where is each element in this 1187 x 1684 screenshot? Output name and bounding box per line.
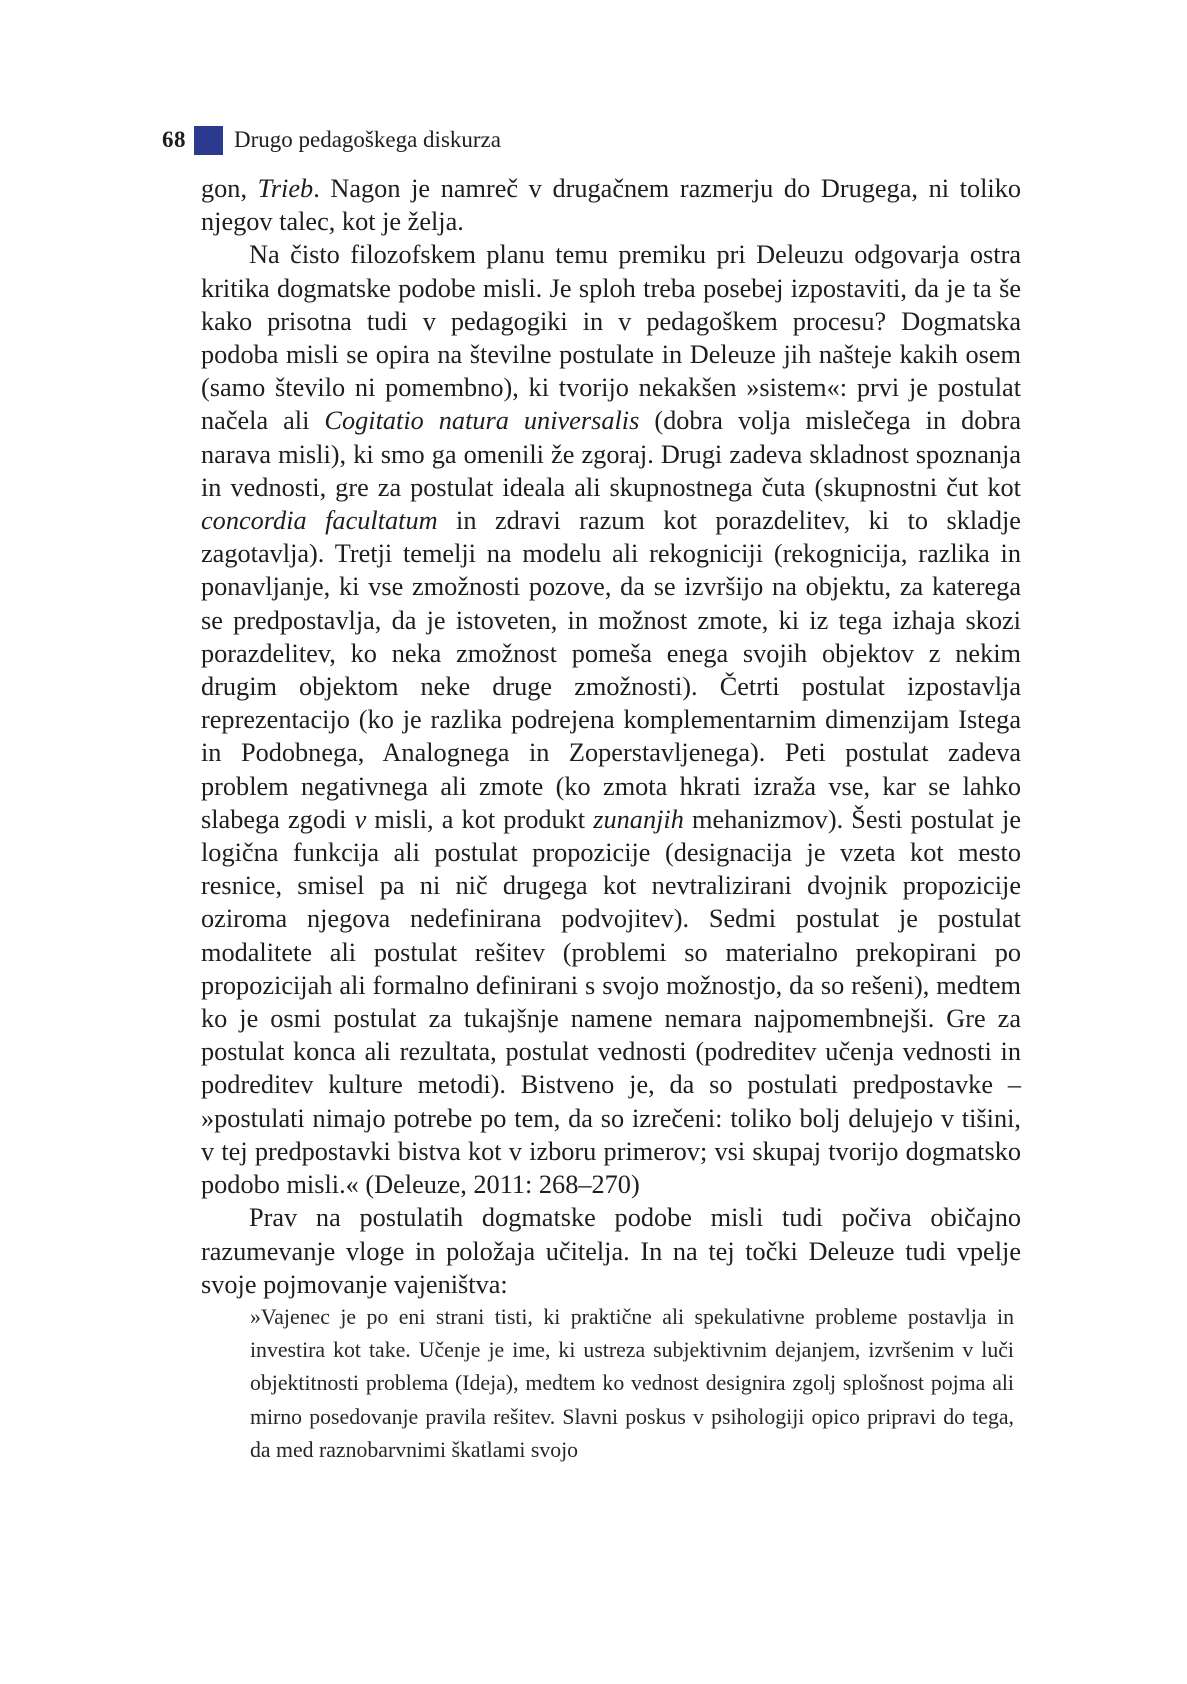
page-number: 68 xyxy=(162,127,186,152)
italic-term: Cogitatio natura universalis xyxy=(324,406,640,436)
running-header xyxy=(162,122,501,158)
header-square-icon xyxy=(194,126,223,155)
italic-term: v xyxy=(354,804,367,834)
paragraph-teacher-role: Prav na postulatih dogmatske podobe misli tudi počiva običajno razumevanje vloge in položaja učitelja. In na tej točki Deleuze tudi vpelje svoje pojmovanje vajeništva: xyxy=(201,1203,1021,1299)
italic-term: Trieb xyxy=(257,174,314,203)
block-quote: »Vajenec je po eni strani tisti, ki praktične ali spekulativne probleme postavlja in investira kot take. Učenje je ime, ki ustreza subjektivnim dejanjem, izvršenim v luči objektitnosti problema (Ideja), medtem ko vednost designira zgolj splošnost pojma ali mirno posedovanje pravila rešitev. Slavni poskus v psihologiji opico pripravi do tega, da med raznobarvnimi škatlami svojo xyxy=(250,1304,1014,1462)
italic-term: zunanjih xyxy=(593,804,684,834)
paragraph-continued: gon, Trieb. Nagon je namreč v drugačnem razmerju do Drugega, ni toliko njegov talec, kot je želja. xyxy=(201,174,1021,237)
italic-term: concordia facultatum xyxy=(201,506,438,536)
paragraph-postulates: Na čisto filozofskem planu temu premiku pri Deleuzu odgovarja ostra kritika dogmatske podobe misli. Je sploh treba posebej izpostaviti, da je ta še kako prisotna tudi v pedagogiki in v pedagoškem procesu? Dogmatska podoba misli se opira na številne postulate in Deleuze jih našteje kakih osem (samo število ni pomembno), ki tvorijo nekakšen »sistem«: prvi je postulat načela ali Cogitatio natura universalis (dobra volja mislečega in dobra narava misli), ki smo ga omenili že zgoraj. Drugi zadeva skladnost spoznanja in vednosti, gre za postulat ideala ali skupnostnega čuta (skupnostni čut kot concordia facultatum in zdravi razum kot porazdelitev, ki to skladje zagotavlja). Tretji temelji na modelu ali rekogniciji (rekognicija, razlika in ponavljanje, ki vse zmožnosti pozove, da se izvršijo na objektu, za katerega se predpostavlja, da je istoveten, in možnost zmote, ki iz tega izhaja skozi porazdelitev, ko neka zmožnost pomeša enega svojih objektov z nekim drugim objektom neke druge zmožnosti). Četrti postulat izpostavlja reprezentacijo (ko je razlika podrejena komplementarnim dimenzijam Istega in Podobnega, Analognega in Zoperstavljenega). Peti postulat zadeva problem negativnega ali zmote (ko zmota hkrati izraža vse, kar se lahko slabega zgodi v misli, a kot produkt zunanjih mehanizmov). Šesti postulat je logična funkcija ali postulat propozicije (designacija je vzeta kot mesto resnice, smisel pa ni nič drugega kot nevtralizirani dvojnik propozicije oziroma njegova nedefinirana podvojitev). Sedmi postulat je postulat modalitete ali postulat rešitev (problemi so materialno prekopirani po propozicijah ali formalno definirani s svojo možnostjo, da so rešeni), medtem ko je osmi postulat za tukajšnje namene nemara najpomembnejši. Gre za postulat konca ali rezultata, postulat vednosti (podreditev učenja vednosti in podreditev kulture metodi). Bistveno je, da so postulati predpostavke – »postulati nimajo potrebe po tem, da so izrečeni: toliko bolj delujejo v tišini, v tej predpostavki bistva kot v izboru primerov; vsi skupaj tvorijo dogmatsko podobo misli.« (Deleuze, 2011: 268–270) xyxy=(201,240,1021,1200)
running-title: Drugo pedagoškega diskurza xyxy=(234,127,501,152)
page-body xyxy=(201,172,1021,1467)
